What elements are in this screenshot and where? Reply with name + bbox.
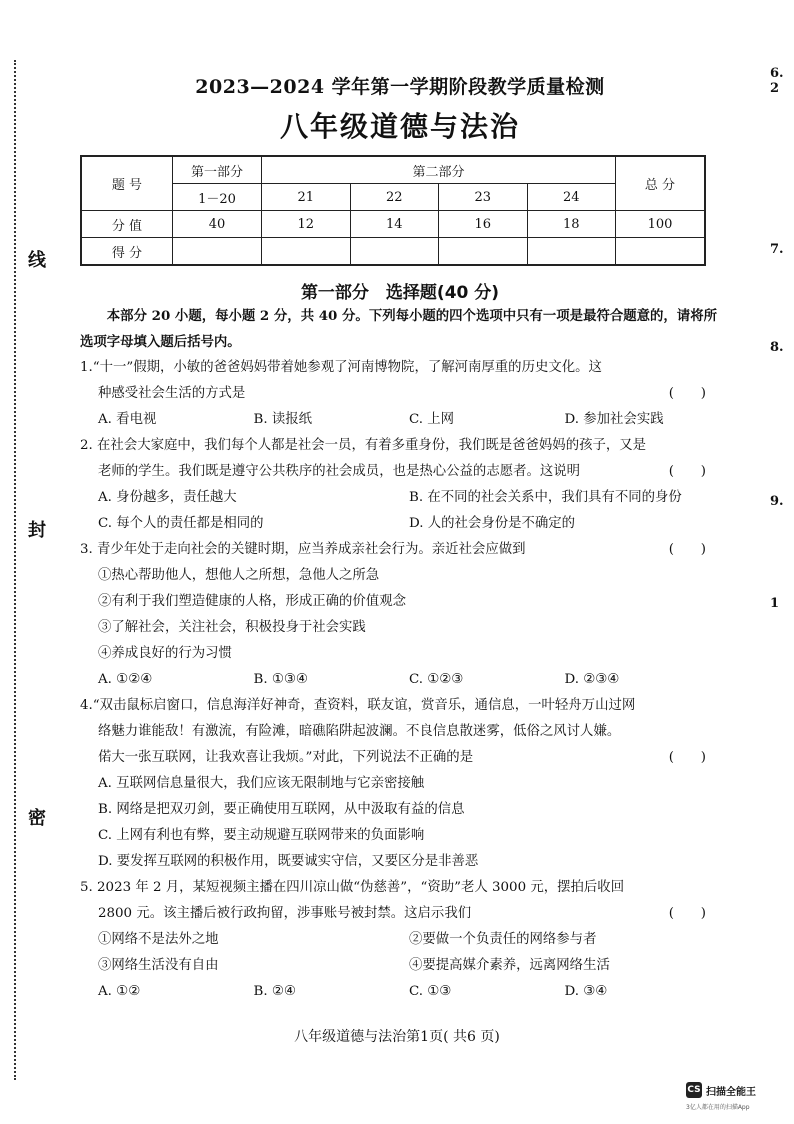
option-b: B. 在不同的社会关系中，我们具有不同的身份 — [409, 490, 682, 505]
option-a: A. ①② — [98, 984, 141, 999]
score-blank[interactable] — [350, 238, 439, 266]
margin-char-xian: 线 — [25, 250, 46, 268]
answer-paren[interactable]: ( ) — [668, 542, 706, 557]
option-c: C. ①②③ — [409, 672, 464, 687]
option-a: A. ①②④ — [98, 672, 153, 687]
score-blank[interactable] — [173, 238, 262, 266]
cell-q23: 23 — [439, 184, 528, 211]
binding-dotted-line — [14, 60, 16, 1080]
question-stem: 4.“双击鼠标启窗口，信息海洋好神奇，查资料，联友谊，赏音乐，通信息，一叶轻舟万山过网 — [80, 698, 636, 713]
question-3 — [80, 537, 720, 693]
option-d: D. ③④ — [564, 984, 608, 999]
answer-paren[interactable]: ( ) — [668, 750, 706, 765]
camscanner-logo-icon: CS — [686, 1082, 702, 1098]
option-d: D. 参加社会实践 — [564, 412, 664, 427]
answer-paren[interactable]: ( ) — [668, 464, 706, 479]
scanner-name: 扫描全能王 — [706, 1086, 756, 1098]
cell-v100: 100 — [616, 211, 706, 238]
option-d: D. 人的社会身份是不确定的 — [409, 516, 576, 531]
statement-item: ②有利于我们塑造健康的人格，形成正确的价值观念 — [98, 594, 406, 609]
score-blank[interactable] — [616, 238, 706, 266]
option-c: C. ①③ — [409, 984, 452, 999]
next-page-fragment: 1 — [770, 596, 780, 611]
question-4 — [80, 693, 720, 875]
section-title: 第一部分 选择题(40 分) — [300, 283, 500, 303]
question-1 — [80, 355, 720, 433]
section-intro: 本部分 20 小题，每小题 2 分，共 40 分。下列每小题的四个选项中只有一项是最符合题意的，请将所选项字母填入题后括号内。 — [80, 308, 717, 350]
question-stem: 老师的学生。我们既是遵守公共秩序的社会成员，也是热心公益的志愿者。这说明 — [98, 464, 581, 479]
option-b: B. ①③④ — [253, 672, 308, 687]
scanner-tagline: 3亿人都在用的扫描App — [686, 1104, 750, 1111]
cell-defen: 得 分 — [81, 238, 173, 266]
exam-page — [80, 72, 720, 1005]
cell-v16: 16 — [439, 211, 528, 238]
next-page-fragment: 7. — [770, 242, 784, 257]
cell-v18: 18 — [527, 211, 616, 238]
question-stem: 2800 元。该主播后被行政拘留，涉事账号被封禁。这启示我们 — [98, 906, 472, 921]
scanner-watermark — [686, 1082, 756, 1098]
question-stem: 偌大一张互联网，让我欢喜让我烦。”对此，下列说法不正确的是 — [98, 750, 474, 765]
next-page-fragment: 9. — [770, 494, 784, 509]
statement-item: ④养成良好的行为习惯 — [98, 646, 232, 661]
statement-item: ④要提高媒介素养，远离网络生活 — [409, 958, 610, 973]
option-c: C. 上网有利也有弊，要主动规避互联网带来的负面影响 — [98, 828, 425, 843]
question-stem: 种感受社会生活的方式是 — [98, 386, 246, 401]
cell-total: 总 分 — [616, 156, 706, 211]
score-blank[interactable] — [262, 238, 351, 266]
cell-q24: 24 — [527, 184, 616, 211]
answer-paren[interactable]: ( ) — [668, 906, 706, 921]
subject-title: 八年级道德与法治 — [279, 110, 520, 143]
cell-range: 1－20 — [173, 184, 262, 211]
exam-title: 2023—2024 学年第一学期阶段教学质量检测 — [195, 76, 605, 98]
question-stem: 络魅力谁能敌！有激流，有险滩，暗礁陷阱起波澜。不良信息散迷雾，低俗之风讨人嫌。 — [98, 724, 621, 739]
question-2 — [80, 433, 720, 537]
question-stem: 3. 青少年处于走向社会的关键时期，应当养成亲社会行为。亲近社会应做到 — [80, 542, 526, 557]
option-a: A. 互联网信息量很大，我们应该无限制地与它亲密接触 — [98, 776, 425, 791]
cell-v12: 12 — [262, 211, 351, 238]
cell-v40: 40 — [173, 211, 262, 238]
next-page-fragment: 6. 2 — [770, 66, 784, 96]
cell-q21: 21 — [262, 184, 351, 211]
option-b: B. 网络是把双刃剑，要正确使用互联网，从中汲取有益的信息 — [98, 802, 465, 817]
answer-paren[interactable]: ( ) — [668, 386, 706, 401]
option-c: C. 每个人的责任都是相同的 — [98, 516, 264, 531]
cell-q22: 22 — [350, 184, 439, 211]
score-table — [80, 155, 706, 266]
option-c: C. 上网 — [409, 412, 455, 427]
question-stem: 5. 2023 年 2 月，某短视频主播在四川凉山做“伪慈善”，“资助”老人 3000 元，摆拍后收回 — [80, 880, 625, 895]
question-stem: 1.“十一”假期，小敏的爸爸妈妈带着她参观了河南博物院，了解河南厚重的历史文化。这 — [80, 360, 602, 375]
score-blank[interactable] — [439, 238, 528, 266]
margin-char-feng: 封 — [25, 520, 46, 538]
cell-part1: 第一部分 — [173, 156, 262, 184]
question-stem: 2. 在社会大家庭中，我们每个人都是社会一员，有着多重身份，我们既是爸爸妈妈的孩子，又是 — [80, 438, 647, 453]
statement-item: ③了解社会，关注社会，积极投身于社会实践 — [98, 620, 366, 635]
option-a: A. 看电视 — [98, 412, 157, 427]
statement-item: ①网络不是法外之地 — [98, 932, 219, 947]
question-5 — [80, 875, 720, 1005]
statement-item: ①热心帮助他人，想他人之所想，急他人之所急 — [98, 568, 380, 583]
option-b: B. 读报纸 — [253, 412, 313, 427]
margin-char-mi: 密 — [25, 808, 46, 826]
page-footer: 八年级道德与法治第1页( 共6 页) — [294, 1029, 500, 1045]
option-d: D. 要发挥互联网的积极作用，既要诚实守信，又要区分是非善恶 — [98, 854, 479, 869]
cell-v14: 14 — [350, 211, 439, 238]
next-page-fragment: 8. — [770, 340, 784, 355]
option-d: D. ②③④ — [564, 672, 620, 687]
cell-part2: 第二部分 — [262, 156, 616, 184]
option-a: A. 身份越多，责任越大 — [98, 490, 237, 505]
cell-fenzhi: 分 值 — [81, 211, 173, 238]
statement-item: ③网络生活没有自由 — [98, 958, 219, 973]
score-blank[interactable] — [527, 238, 616, 266]
option-b: B. ②④ — [253, 984, 296, 999]
cell-tihao: 题 号 — [81, 156, 173, 211]
statement-item: ②要做一个负责任的网络参与者 — [409, 932, 597, 947]
